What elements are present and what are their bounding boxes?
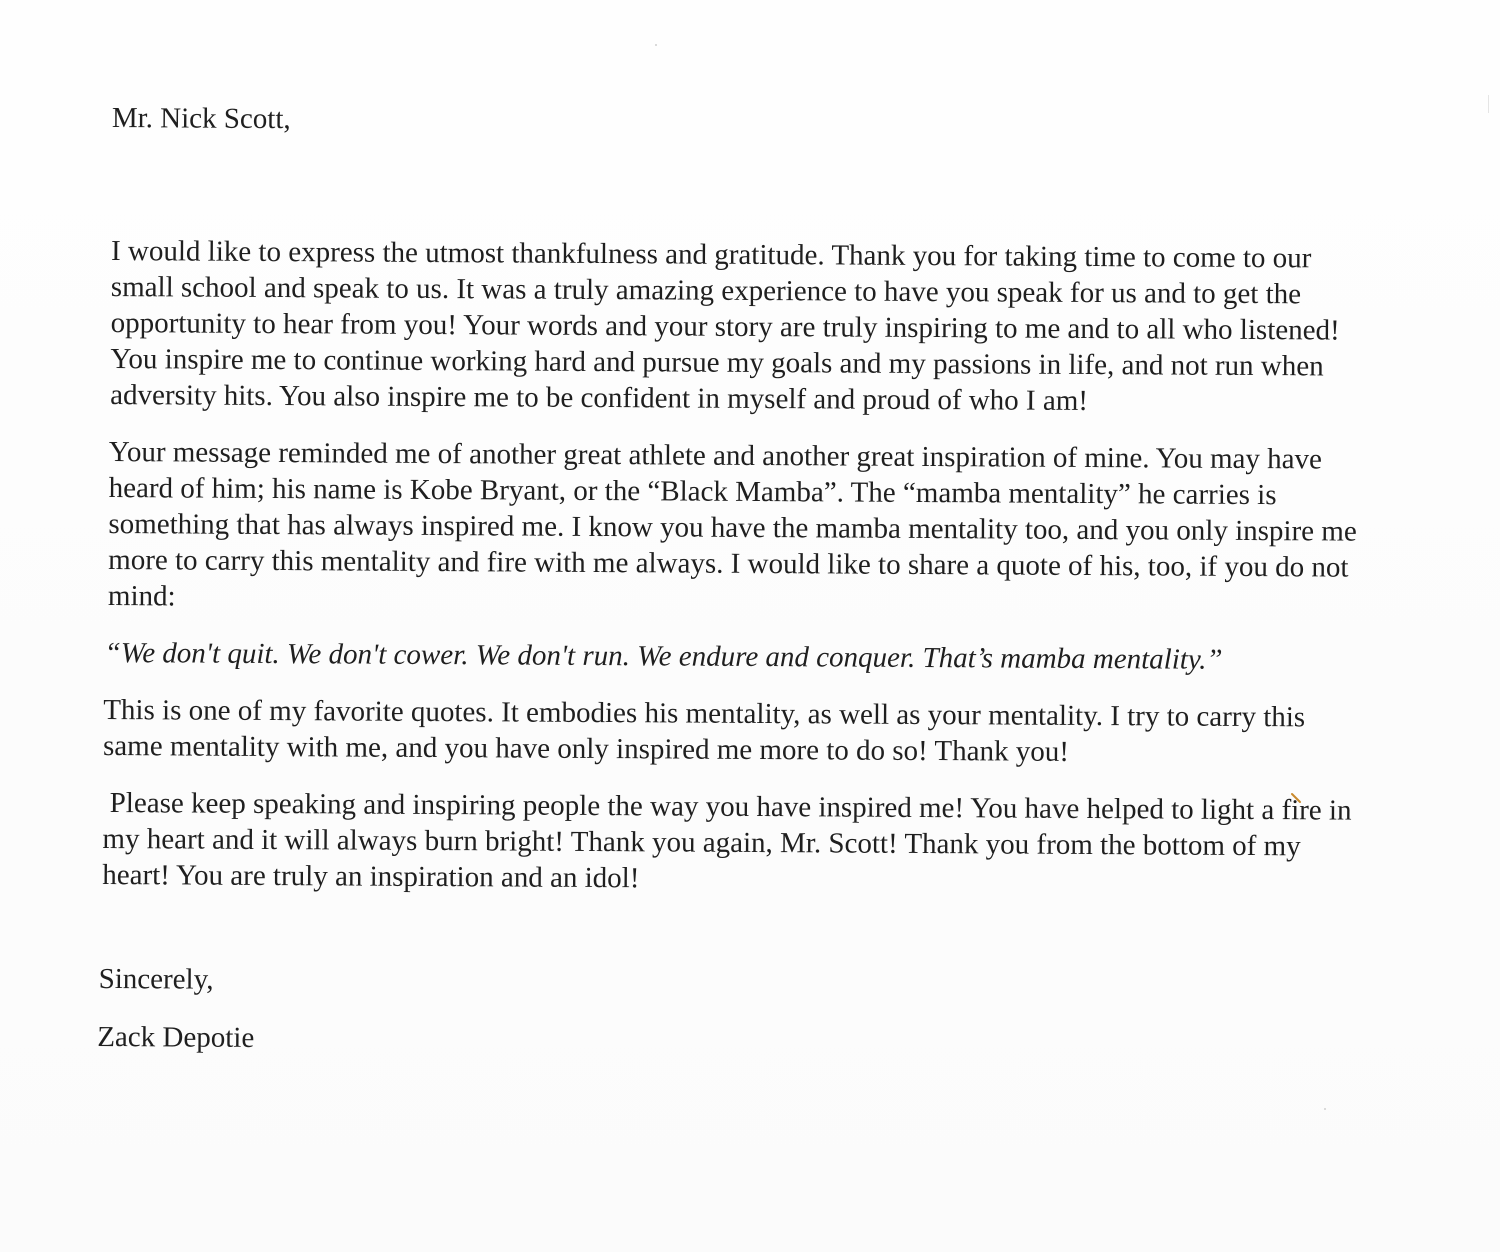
paragraph-keep-speaking: Please keep speaking and inspiring people the way you have inspired me! You have helped to light a fire in my heart and it will always burn bright! Thank you again, Mr. Scott! Thank you from the bottom of my heart! You are truly an inspiration and an idol! [102, 787, 1352, 895]
paragraph-kobe-bryant: Your message reminded me of another great athlete and another great inspiration of mine. You may have heard of him; his name is Kobe Bryant, or the “Black Mamba”. The “mamba mentality” he carries is something that has always inspired me. I know you have the mamba mentality too, and you only inspire me more to carry this mentality and fire with me always. I would like to share a quote of his, too, if you do not mind: [107, 436, 1357, 613]
paper-speck [1488, 95, 1489, 113]
paragraph-favorite-quote: This is one of my favorite quotes. It embodies his mentality, as well as your mentality. I try to carry this same mentality with me, and you have only inspired me more to do so! Thank you! [102, 693, 1306, 768]
paper-speck [1324, 1108, 1326, 1110]
closing: Sincerely, [98, 962, 214, 996]
salutation: Mr. Nick Scott, [111, 102, 291, 136]
letter-body [97, 100, 1368, 1063]
paper-speck [655, 44, 657, 46]
signature: Zack Depotie [97, 1020, 255, 1054]
quote: “We don't quit. We don't cower. We don't run. We endure and conquer. That’s mamba mentality.” [104, 636, 1223, 676]
paragraph-gratitude: I would like to express the utmost thankfulness and gratitude. Thank you for taking time to come to our small school and speak to us. It was a truly amazing experience to have you speak for us and to get the opportunity to hear from you! Your words and your story are truly inspiring to me and to all who listened! You inspire me to continue working hard and pursue my goals and my passions in life, and not run when adversity hits. You also inspire me to be confident in myself and proud of who I am! [110, 235, 1340, 417]
